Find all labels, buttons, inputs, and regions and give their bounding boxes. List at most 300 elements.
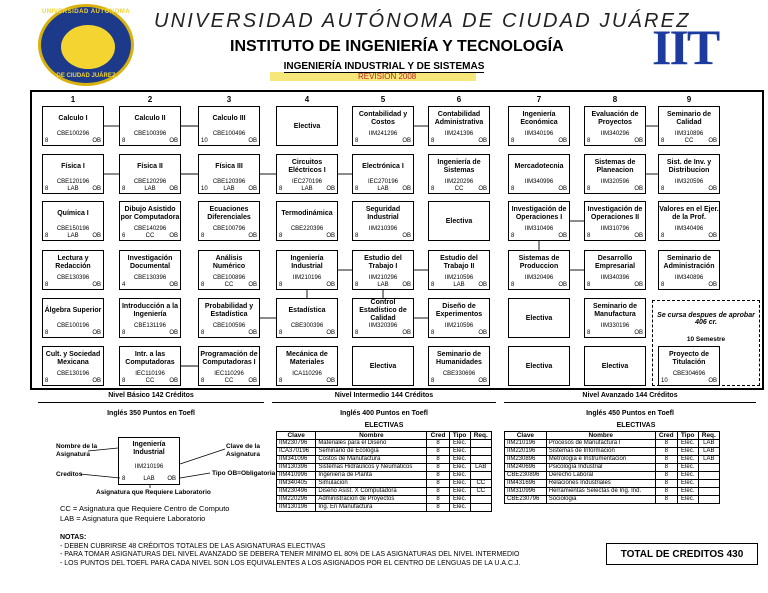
course-code: IIM330196 xyxy=(600,323,630,329)
note-item: - PARA TOMAR ASIGNATURAS DEL NIVEL AVANZADO SE DEBERA TENER MINIMO EL 80% DE LAS ASIGNATURAS DEL NIVEL INTERMEDIO xyxy=(60,551,520,558)
table-cell: Elec. xyxy=(449,456,470,464)
course-type: LAB xyxy=(67,233,79,239)
table-cell: Sociologia xyxy=(546,496,655,504)
table-cell: Materiales para el Diseño xyxy=(316,440,427,448)
course-ob: OB xyxy=(92,186,101,192)
course-credits: 8 xyxy=(661,233,665,239)
course-code: CBE100896 xyxy=(212,275,246,281)
level-toefl: Inglés 400 Puntos en Toefl xyxy=(340,410,428,417)
course-code: IIM340496 xyxy=(674,226,704,232)
course-type: LAB xyxy=(453,282,465,288)
course-name: Introducción a la Ingeniería xyxy=(121,302,178,318)
table-cell: 8 xyxy=(655,464,677,472)
table-cell: Elec. xyxy=(677,480,698,488)
table-cell: IIM410996 xyxy=(277,472,316,480)
course-code: IIM220296 xyxy=(444,179,474,185)
course-name: Probabilidad y Estadística xyxy=(204,302,254,318)
course-name: Calculo III xyxy=(212,114,246,122)
course-code: IIM320496 xyxy=(524,275,554,281)
note-item: - LOS PUNTOS DEL TOEFL PARA CADA NIVEL SON LOS EQUIVALENTES A LOS ASIGNADOS POR EL CENTRO DE LENGUAS DE LA U.A.C.J. xyxy=(60,559,521,567)
column-number-3: 3 xyxy=(226,95,232,104)
table-cell: IIM230496 xyxy=(277,488,316,496)
table-cell: 8 xyxy=(655,440,677,448)
table-row xyxy=(505,464,720,472)
course-code: CBE150196 xyxy=(56,226,90,232)
course-ob: OB xyxy=(558,186,567,192)
course-code: CBE131196 xyxy=(134,323,166,329)
revision-label: REVISIÓN 2008 xyxy=(358,72,417,81)
course-name: Termodinámica xyxy=(281,209,333,217)
table-cell xyxy=(698,496,719,504)
course-ob: OB xyxy=(708,138,717,144)
course-name: Electiva xyxy=(293,122,321,130)
course-credits: 8 xyxy=(431,378,435,384)
course-credits: 8 xyxy=(587,138,591,144)
course-ob: OB xyxy=(402,233,411,239)
course-ob: OB xyxy=(402,330,411,336)
course-ob: OB xyxy=(558,138,567,144)
electives-left-title: ELECTIVAS xyxy=(364,422,404,429)
course-code: IIM320396 xyxy=(368,323,398,329)
course-code: IIM310496 xyxy=(524,226,554,232)
table-cell: Elec. xyxy=(449,472,470,480)
seal-text-bottom: DE CIUDAD JUÁREZ xyxy=(56,73,116,79)
course-ob: OB xyxy=(92,378,101,384)
column-number-7: 7 xyxy=(536,95,542,104)
table-cell: CBE230896 xyxy=(505,472,547,480)
course-credits: 8 xyxy=(122,186,126,192)
course-name: Física I xyxy=(61,162,85,170)
table-cell: Derecho Laboral xyxy=(546,472,655,480)
legend-cc: CC = Asignatura que Requiere Centro de Computo xyxy=(60,504,230,513)
course-ob: OB xyxy=(248,186,257,192)
semester-10-label: 10 Semestre xyxy=(686,336,726,343)
column-header: Nombre xyxy=(546,432,655,440)
course-code: IEC110296 xyxy=(214,371,244,377)
course-credits: 8 xyxy=(201,282,205,288)
table-cell: 8 xyxy=(427,488,449,496)
course-ob: OB xyxy=(402,186,411,192)
table-cell: Elec. xyxy=(449,448,470,456)
course-code: CBE100296 xyxy=(56,131,90,137)
table-row xyxy=(277,480,492,488)
table-cell: 8 xyxy=(427,448,449,456)
electives-right-title: ELECTIVAS xyxy=(616,422,656,429)
course-name: Lectura y Redacción xyxy=(55,254,91,270)
table-row xyxy=(505,448,720,456)
course-code: CBE100796 xyxy=(212,226,246,232)
course-name: Sistemas de Planeacion xyxy=(594,158,636,174)
course-name: Seminario de Manufactura xyxy=(593,302,637,318)
course-code: CBE120196 xyxy=(56,179,90,185)
table-cell: Metrologia e Instrumentacion xyxy=(546,456,655,464)
column-header: Tipo xyxy=(449,432,470,440)
course-name: Contabilidad y Costos xyxy=(358,110,408,126)
course-name: Análisis Numérico xyxy=(212,254,246,270)
table-row xyxy=(277,440,492,448)
course-code: CBE100496 xyxy=(212,131,246,137)
column-header: Req. xyxy=(470,432,491,440)
course-credits: 8 xyxy=(355,138,359,144)
course-name: Diseño de Experimentos xyxy=(435,302,483,318)
course-code: CBE304696 xyxy=(672,371,706,377)
course-type: CC xyxy=(224,378,234,384)
table-cell xyxy=(470,448,491,456)
course-type: LAB xyxy=(223,186,235,192)
legend-sample-ob: OB xyxy=(167,476,176,482)
course-credits: 8 xyxy=(279,282,283,288)
course-code: IIM320596 xyxy=(600,179,630,185)
table-cell: Elec. xyxy=(449,488,470,496)
course-name: Seguridad Industrial xyxy=(365,205,401,221)
table-cell: Elec. xyxy=(449,440,470,448)
course-type: CC xyxy=(145,378,155,384)
table-cell: Costos de Manufactura xyxy=(316,456,427,464)
table-cell: Procesos de Manufactura I xyxy=(546,440,655,448)
university-name: UNIVERSIDAD AUTÓNOMA DE CIUDAD JUÁREZ xyxy=(154,10,691,32)
iit-logo: IIT xyxy=(652,19,719,75)
table-cell: 8 xyxy=(427,472,449,480)
course-code: CBE130396 xyxy=(133,275,167,281)
course-name: Mercadotecnia xyxy=(514,162,564,170)
course-ob: OB xyxy=(634,186,643,192)
column-number-8: 8 xyxy=(612,95,618,104)
course-name: Estudio del Trabajo I xyxy=(364,254,402,270)
course-code: IEC270196 xyxy=(291,179,323,185)
table-cell xyxy=(470,456,491,464)
course-credits: 8 xyxy=(431,282,435,288)
table-cell: IIM130196 xyxy=(277,504,316,512)
course-code: CBE330696 xyxy=(442,371,476,377)
table-cell: Elec. xyxy=(677,456,698,464)
course-credits: 8 xyxy=(511,186,515,192)
course-credits: 8 xyxy=(201,233,205,239)
course-ob: OB xyxy=(708,282,717,288)
total-credits: TOTAL DE CREDITOS 430 xyxy=(606,543,758,565)
course-ob: OB xyxy=(92,330,101,336)
course-name: Estudio del Trabajo II xyxy=(440,254,478,270)
course-code: IIM340396 xyxy=(600,275,630,281)
course-code: IIM320596 xyxy=(674,179,704,185)
level-credits: Nivel Intermedio 144 Créditos xyxy=(334,392,434,399)
course-code: IIM340296 xyxy=(600,131,630,137)
table-row xyxy=(505,496,720,504)
course-name: Electiva xyxy=(525,314,553,322)
course-name: Electiva xyxy=(445,217,473,225)
course-credits: 8 xyxy=(45,186,49,192)
table-row xyxy=(277,464,492,472)
course-credits: 8 xyxy=(511,282,515,288)
table-cell: IIM230896 xyxy=(505,456,547,464)
table-cell: CBE230796 xyxy=(505,496,547,504)
course-credits: 8 xyxy=(45,282,49,288)
course-name: Álgebra Superior xyxy=(44,306,102,314)
course-ob: OB xyxy=(478,378,487,384)
column-header: Cred xyxy=(655,432,677,440)
course-credits: 8 xyxy=(45,233,49,239)
column-header: Tipo xyxy=(677,432,698,440)
course-name: Evaluación de Proyectos xyxy=(591,110,639,126)
course-code: IIM310796 xyxy=(600,226,630,232)
table-row xyxy=(277,504,492,512)
course-name: Estadística xyxy=(288,306,326,314)
column-header: Clave xyxy=(505,432,547,440)
course-credits: 8 xyxy=(279,186,283,192)
table-row xyxy=(277,496,492,504)
course-code: CBE130196 xyxy=(56,371,90,377)
table-cell: IIM230796 xyxy=(277,440,316,448)
institute-name: INSTITUTO DE INGENIERÍA Y TECNOLOGÍA xyxy=(230,38,564,55)
course-name: Ingeniería Económica xyxy=(520,110,558,126)
electives-right-table xyxy=(504,431,720,504)
program-name: INGENIERÍA INDUSTRIAL Y DE SISTEMAS xyxy=(283,61,485,72)
course-credits: 8 xyxy=(431,330,435,336)
table-cell: IIM130396 xyxy=(277,464,316,472)
table-cell: 8 xyxy=(427,496,449,504)
course-credits: 8 xyxy=(201,330,205,336)
course-type: CC xyxy=(145,233,155,239)
course-code: CBE140296 xyxy=(133,226,167,232)
course-type: LAB xyxy=(67,186,79,192)
course-ob: OB xyxy=(634,282,643,288)
course-code: IIM210596 xyxy=(444,323,474,329)
table-cell xyxy=(698,464,719,472)
legend-sample-credits: 8 xyxy=(122,476,126,482)
course-ob: OB xyxy=(169,330,178,336)
table-cell: Administracion de Proyectos xyxy=(316,496,427,504)
course-name: Calculo I xyxy=(58,114,88,122)
course-code: IIM340896 xyxy=(674,275,704,281)
course-ob: OB xyxy=(708,186,717,192)
course-ob: OB xyxy=(248,282,257,288)
course-name: Intr. a las Computadoras xyxy=(125,350,175,366)
course-credits: 8 xyxy=(279,330,283,336)
table-cell: 8 xyxy=(427,464,449,472)
course-type: CC xyxy=(224,282,234,288)
course-credits: 8 xyxy=(355,330,359,336)
legend-label-name: Nombre de la Asignatura xyxy=(56,443,98,458)
course-name: Investigación Documental xyxy=(127,254,173,270)
table-cell: IIM220196 xyxy=(505,448,547,456)
course-credits: 8 xyxy=(45,138,49,144)
table-row xyxy=(277,448,492,456)
titulacion-note: Se cursa despues de aprobar 406 cr. xyxy=(657,312,755,326)
column-number-5: 5 xyxy=(380,95,386,104)
course-credits: 8 xyxy=(355,282,359,288)
course-credits: 8 xyxy=(511,233,515,239)
table-cell: LAB xyxy=(698,456,719,464)
table-cell: Herramientas Selectas de Ing. Ind. xyxy=(546,488,655,496)
table-cell: 8 xyxy=(655,488,677,496)
table-row xyxy=(277,472,492,480)
column-header: Clave xyxy=(277,432,316,440)
table-cell: 8 xyxy=(655,496,677,504)
course-name: Electiva xyxy=(525,362,553,370)
column-number-6: 6 xyxy=(456,95,462,104)
course-ob: OB xyxy=(92,282,101,288)
course-code: CBE100196 xyxy=(56,323,90,329)
course-credits: 8 xyxy=(431,186,435,192)
course-credits: 8 xyxy=(122,330,126,336)
table-cell: Elec. xyxy=(677,496,698,504)
course-name: Cult. y Sociedad Mexicana xyxy=(45,350,101,366)
course-credits: 8 xyxy=(122,378,126,384)
course-code: IIM210296 xyxy=(368,275,398,281)
course-name: Valores en el Ejer. de la Prof. xyxy=(659,205,719,221)
course-ob: OB xyxy=(169,138,178,144)
table-cell: Ingeniería de Planta xyxy=(316,472,427,480)
legend-label-key: Clave de la Asignatura xyxy=(226,443,260,458)
table-cell: 8 xyxy=(655,472,677,480)
table-cell: Elec. xyxy=(449,480,470,488)
column-number-2: 2 xyxy=(147,95,153,104)
course-name: Contabilidad Administrativa xyxy=(434,110,484,126)
table-cell: Elec. xyxy=(449,504,470,512)
table-row xyxy=(277,456,492,464)
course-type: LAB xyxy=(301,186,313,192)
level-toefl: Inglés 450 Puntos en Toefl xyxy=(586,410,674,417)
column-header: Req. xyxy=(698,432,719,440)
course-name: Proyecto de Titulación xyxy=(668,350,710,366)
course-code: IIM210596 xyxy=(444,275,474,281)
course-ob: OB xyxy=(634,138,643,144)
course-ob: OB xyxy=(248,138,257,144)
level-credits: Nivel Avanzado 144 Créditos xyxy=(582,392,678,399)
course-code: IIM241396 xyxy=(444,131,474,137)
course-code: CBE130396 xyxy=(56,275,90,281)
course-name: Seminario de Administración xyxy=(663,254,715,270)
legend-sample-code: IIM210196 xyxy=(134,464,164,470)
table-cell: LAB xyxy=(698,440,719,448)
seal-text-top: UNIVERSIDAD AUTÓNOMA xyxy=(41,9,131,15)
course-ob: OB xyxy=(708,378,717,384)
table-cell: IIM310996 xyxy=(505,488,547,496)
table-cell: 8 xyxy=(655,480,677,488)
course-code: ICA110296 xyxy=(292,371,322,377)
course-code: IIM241296 xyxy=(368,131,398,137)
course-type: LAB xyxy=(377,186,389,192)
course-ob: OB xyxy=(326,330,335,336)
course-name: Investigación de Operaciones I xyxy=(511,205,567,221)
table-cell xyxy=(698,480,719,488)
course-ob: OB xyxy=(169,233,178,239)
table-cell: IIM210196 xyxy=(505,440,547,448)
table-cell: Elec. xyxy=(677,464,698,472)
table-cell: ICA370196 xyxy=(277,448,316,456)
legend-sample-name: Ingeniería Industrial xyxy=(132,441,166,456)
course-credits: 4 xyxy=(122,282,126,288)
legend-label-type: Tipo OB=Obligatoria xyxy=(212,470,276,477)
course-type: LAB xyxy=(144,186,156,192)
electives-left-table xyxy=(276,431,492,512)
course-name: Seminario de Humanidades xyxy=(436,350,482,366)
course-credits: 10 xyxy=(201,138,208,144)
course-name: Electrónica I xyxy=(362,162,404,170)
table-cell: 8 xyxy=(427,440,449,448)
course-name: Investigación de Operaciones II xyxy=(587,205,643,221)
column-header: Cred xyxy=(427,432,449,440)
course-ob: OB xyxy=(634,233,643,239)
course-credits: 8 xyxy=(431,138,435,144)
course-ob: OB xyxy=(402,282,411,288)
level-divider xyxy=(272,402,496,403)
course-name: Desarrollo Empresarial xyxy=(594,254,636,270)
course-credits: 8 xyxy=(279,378,283,384)
course-code: IIM310896 xyxy=(674,131,704,137)
course-ob: OB xyxy=(558,233,567,239)
notes-section xyxy=(60,534,520,568)
course-credits: 8 xyxy=(511,138,515,144)
course-ob: OB xyxy=(478,282,487,288)
course-credits: 8 xyxy=(661,186,665,192)
course-name: Circuitos Eléctricos I xyxy=(288,158,326,174)
course-ob: OB xyxy=(248,233,257,239)
course-credits: 8 xyxy=(279,233,283,239)
course-name: Electiva xyxy=(601,362,629,370)
course-code: CBE300396 xyxy=(290,323,324,329)
course-code: IEC270196 xyxy=(367,179,399,185)
course-ob: OB xyxy=(326,378,335,384)
table-cell: Sistemas Hidráulicos y Neumáticos xyxy=(316,464,427,472)
legend-arrows xyxy=(0,0,300,500)
column-header: Nombre xyxy=(316,432,427,440)
table-cell: Elec. xyxy=(677,440,698,448)
table-cell: IIM340405 xyxy=(277,480,316,488)
course-credits: 8 xyxy=(45,378,49,384)
course-credits: 8 xyxy=(661,282,665,288)
course-code: IIM340996 xyxy=(524,179,554,185)
course-credits: 8 xyxy=(355,233,359,239)
table-row xyxy=(505,456,720,464)
table-cell: 8 xyxy=(427,456,449,464)
course-credits: 8 xyxy=(355,186,359,192)
legend-sample-type: LAB xyxy=(143,476,155,482)
course-code: CBE120296 xyxy=(133,179,167,185)
table-cell: Ing. En Manufactura xyxy=(316,504,427,512)
course-ob: OB xyxy=(708,233,717,239)
course-ob: OB xyxy=(326,233,335,239)
column-number-4: 4 xyxy=(304,95,310,104)
table-cell: IIM341096 xyxy=(277,456,316,464)
course-name: Electiva xyxy=(369,362,397,370)
course-name: Control Estadístico de Calidad xyxy=(359,298,407,322)
course-name: Seminario de Calidad xyxy=(667,110,711,126)
course-ob: OB xyxy=(478,330,487,336)
course-ob: OB xyxy=(478,186,487,192)
legend-lab: LAB = Asignatura que Requiere Laboratorio xyxy=(60,514,206,523)
course-type: CC xyxy=(454,186,464,192)
table-cell: 8 xyxy=(427,504,449,512)
course-ob: OB xyxy=(326,282,335,288)
course-ob: OB xyxy=(92,138,101,144)
course-credits: 8 xyxy=(201,378,205,384)
table-cell: 8 xyxy=(655,448,677,456)
table-cell xyxy=(470,504,491,512)
course-code: IEC110196 xyxy=(135,371,165,377)
course-name: Calculo II xyxy=(134,114,166,122)
table-cell: CC xyxy=(470,488,491,496)
table-cell: Seminario de Ecología xyxy=(316,448,427,456)
course-name: Ingeniería de Sistemas xyxy=(437,158,481,174)
course-credits: 8 xyxy=(587,233,591,239)
table-cell: Elec. xyxy=(677,448,698,456)
course-credits: 8 xyxy=(587,186,591,192)
course-type: CC xyxy=(684,138,694,144)
table-cell: Sistemas de Información xyxy=(546,448,655,456)
course-ob: OB xyxy=(558,282,567,288)
table-cell: Elec. xyxy=(449,464,470,472)
course-credits: 8 xyxy=(45,330,49,336)
